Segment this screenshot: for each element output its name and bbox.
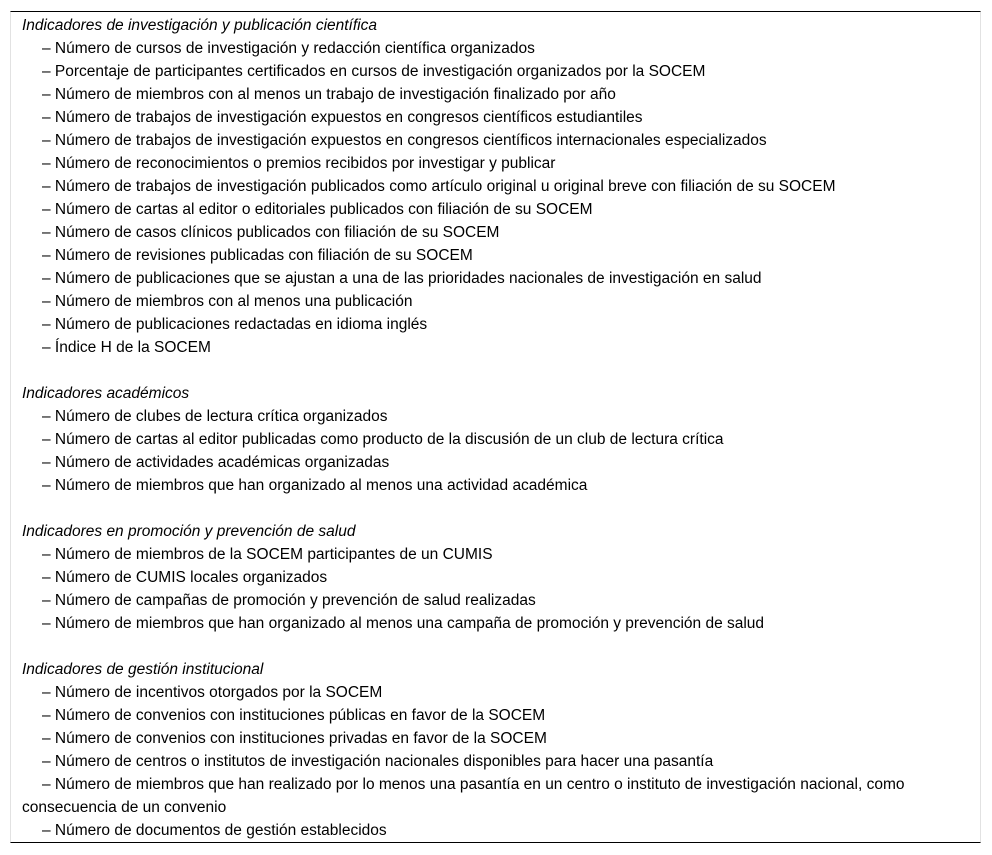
- list-item: – Índice H de la SOCEM: [42, 339, 211, 356]
- list-item: – Número de cursos de investigación y redacción científica organizados: [42, 40, 535, 57]
- section-investigacion: [22, 14, 962, 359]
- list-item: – Número de reconocimientos o premios recibidos por investigar y publicar: [42, 155, 556, 172]
- section-academicos: [22, 382, 962, 497]
- list-item: – Número de cartas al editor o editoriales publicados con filiación de su SOCEM: [42, 201, 593, 218]
- indicators-table: [10, 11, 981, 843]
- section-spacer: [22, 635, 962, 658]
- list-item: – Número de publicaciones redactadas en idioma inglés: [42, 316, 428, 333]
- section-heading: Indicadores en promoción y prevención de salud: [22, 523, 356, 540]
- list-item: – Número de clubes de lectura crítica organizados: [42, 408, 388, 425]
- list-item: – Número de trabajos de investigación expuestos en congresos científicos estudiantiles: [42, 109, 643, 126]
- list-item: – Número de publicaciones que se ajustan a una de las prioridades nacionales de investigación en salud: [42, 270, 762, 287]
- list-item: – Número de revisiones publicadas con filiación de su SOCEM: [42, 247, 473, 264]
- list-item: – Número de miembros que han organizado al menos una actividad académica: [42, 477, 588, 494]
- list-item: – Número de trabajos de investigación expuestos en congresos científicos internacionales especializados: [42, 132, 767, 149]
- section-heading: Indicadores académicos: [22, 385, 190, 402]
- list-item: – Número de incentivos otorgados por la SOCEM: [42, 684, 383, 701]
- section-heading: Indicadores de gestión institucional: [22, 661, 264, 678]
- list-item: – Número de convenios con instituciones públicas en favor de la SOCEM: [42, 707, 546, 724]
- section-heading: Indicadores de investigación y publicación científica: [22, 17, 377, 34]
- list-item: – Número de miembros con al menos un trabajo de investigación finalizado por año: [42, 86, 616, 103]
- list-item: – Número de documentos de gestión establecidos: [42, 822, 387, 839]
- list-item: – Número de CUMIS locales organizados: [42, 569, 328, 586]
- list-item: – Número de centros o institutos de investigación nacionales disponibles para hacer una pasantía: [42, 753, 714, 770]
- list-item: – Número de cartas al editor publicadas como producto de la discusión de un club de lectura crítica: [42, 431, 724, 448]
- section-spacer: [22, 359, 962, 382]
- list-item: – Número de miembros que han organizado al menos una campaña de promoción y prevención de salud: [42, 615, 765, 632]
- list-item: – Número de miembros que han realizado por lo menos una pasantía en un centro o instituto de investigación nacional, como consecuencia de un convenio: [22, 776, 905, 816]
- list-item: – Número de convenios con instituciones privadas en favor de la SOCEM: [42, 730, 547, 747]
- indicators-content: [22, 14, 962, 842]
- list-item: – Número de miembros con al menos una publicación: [42, 293, 413, 310]
- list-item: – Número de trabajos de investigación publicados como artículo original u original breve con filiación de su SOCEM: [42, 178, 836, 195]
- list-item: – Número de miembros de la SOCEM participantes de un CUMIS: [42, 546, 493, 563]
- list-item: – Número de campañas de promoción y prevención de salud realizadas: [42, 592, 536, 609]
- section-spacer: [22, 497, 962, 520]
- section-promocion-salud: [22, 520, 962, 635]
- list-item: – Número de actividades académicas organizadas: [42, 454, 390, 471]
- list-item: – Número de casos clínicos publicados con filiación de su SOCEM: [42, 224, 500, 241]
- list-item: – Porcentaje de participantes certificados en cursos de investigación organizados por la SOCEM: [42, 63, 706, 80]
- section-gestion-institucional: [22, 658, 962, 842]
